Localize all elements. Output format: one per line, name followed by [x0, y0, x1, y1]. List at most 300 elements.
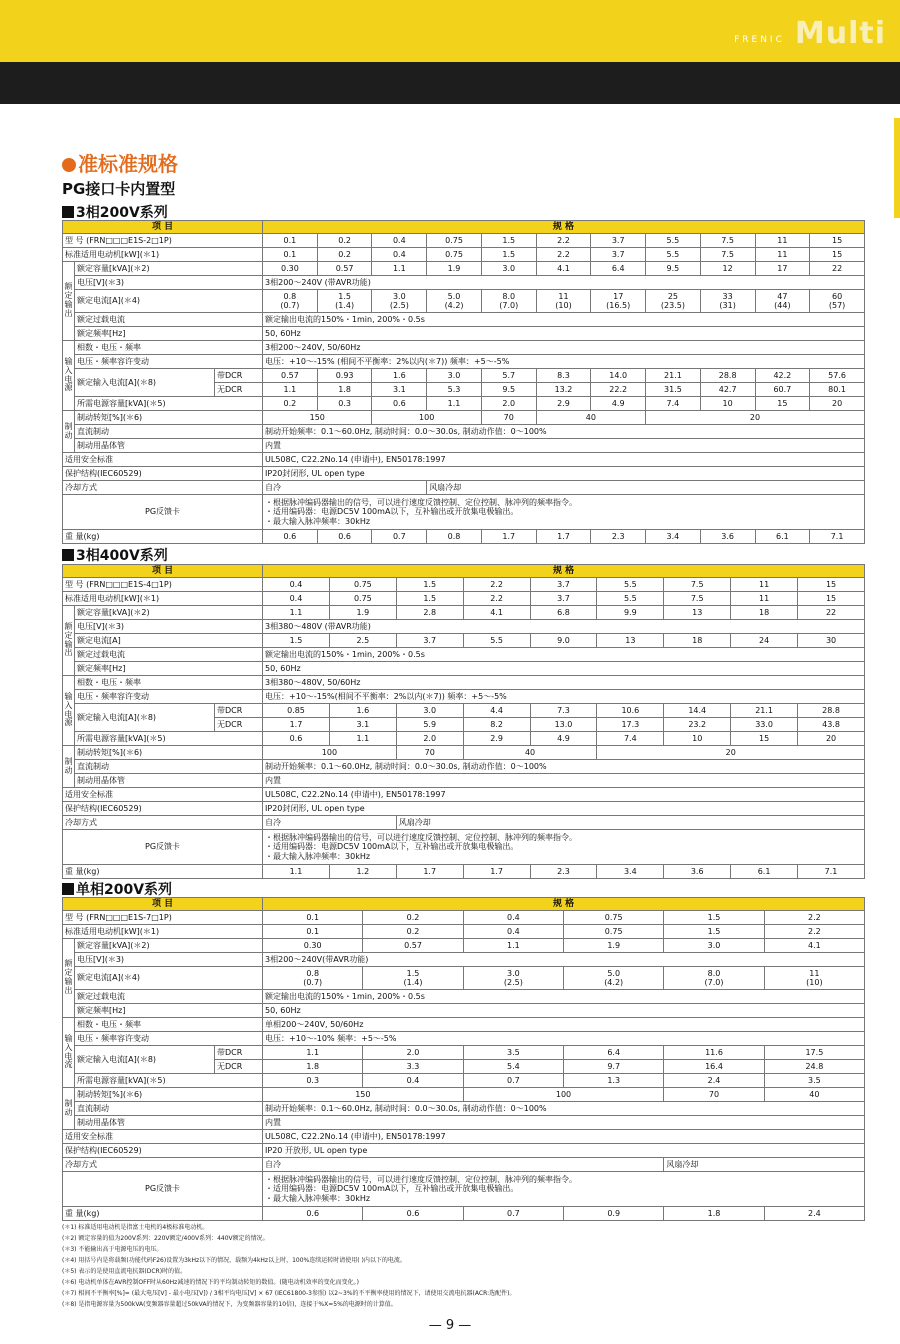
table-cell: 4.1: [764, 939, 864, 953]
group-label-input: 输 入 电 源: [63, 676, 75, 746]
table-cell: 电压・频率容许变动: [75, 1032, 263, 1046]
table-cell: 1.1: [427, 397, 482, 411]
table-cell: 3.7: [530, 592, 597, 606]
page-number: — 9 —: [428, 1318, 472, 1333]
table-cell: 11: [755, 234, 810, 248]
table-cell: 1.9: [329, 606, 396, 620]
table-cell: 70: [396, 746, 463, 760]
table-cell: 电压・频率容许变动: [75, 355, 263, 369]
table-cell: [646, 290, 701, 313]
table-row: [63, 746, 865, 760]
cell-value-alt: (0.7): [280, 301, 300, 310]
cell-value: 25: [667, 291, 679, 301]
table-cell: 3.4: [646, 530, 701, 544]
table-cell: 额定频率[Hz]: [75, 662, 263, 676]
table-cell: 13.2: [536, 383, 591, 397]
table-cell: 额定过载电流: [75, 313, 263, 327]
table-cell: 制动用晶体管: [75, 1116, 263, 1130]
pg-line: ・适用编码器：电源DC5V 100mA以下，互补输出或开放集电极输出。: [265, 1184, 519, 1194]
page-subtitle: PG接口卡内置型: [62, 180, 176, 198]
table-cell: 3相380～480V, 50/60Hz: [263, 676, 865, 690]
table-cell: 3.1: [372, 383, 427, 397]
table-row: [63, 1032, 865, 1046]
table-cell: [372, 290, 427, 313]
table-cell: 42.2: [755, 369, 810, 383]
table-cell: [263, 967, 363, 990]
group-label-output: 额 定 输 出: [63, 606, 75, 676]
cell-value-alt: (2.5): [503, 978, 523, 987]
table-cell: 制动转矩[%](＊6): [75, 411, 263, 425]
section-heading-text: 单相200V系列: [76, 882, 173, 898]
table-cell: 43.8: [798, 718, 865, 732]
table-cell: 50, 60Hz: [263, 1004, 865, 1018]
table-cell: 0.75: [329, 578, 396, 592]
cell-value-alt: (10): [806, 978, 823, 987]
table-cell: 2.9: [463, 732, 530, 746]
table-cell: 所需电源容量[kVA](＊5): [75, 397, 263, 411]
table-row: [63, 967, 865, 990]
table-cell: UL508C, C22.2No.14 (申请中), EN50178:1997: [263, 788, 865, 802]
table-cell: 0.4: [263, 578, 330, 592]
table-cell: 0.57: [263, 369, 318, 383]
table-cell: 制动开始频率：0.1～60.0Hz, 制动时间：0.0～30.0s, 制动动作值：0～100%: [263, 1102, 865, 1116]
table-cell: 0.2: [317, 234, 372, 248]
footnote: (＊5) 表示的是使用直流电抗器(DCR)时的值。: [62, 1268, 187, 1275]
table-cell: 相数・电压・频率: [75, 676, 263, 690]
table-row: [63, 732, 865, 746]
table-cell: IP20封闭形, UL open type: [263, 802, 865, 816]
table-cell: 3相200～240V (带AVR功能): [263, 276, 865, 290]
table-cell: 冷却方式: [63, 1158, 263, 1172]
table-row: [63, 1144, 865, 1158]
table-cell: 所需电源容量[kVA](＊5): [75, 1074, 263, 1088]
table-row: [63, 276, 865, 290]
table-cell: 0.75: [427, 248, 482, 262]
table-row: [63, 578, 865, 592]
table-row: [63, 425, 865, 439]
table-row: [63, 495, 865, 530]
table-cell: 0.57: [317, 262, 372, 276]
table-row: [63, 1018, 865, 1032]
table-cell: 0.8: [427, 530, 482, 544]
table-cell: 13: [664, 606, 731, 620]
table-cell: 规 格: [263, 221, 865, 234]
table-cell: 0.75: [564, 911, 664, 925]
table-row: [63, 1088, 865, 1102]
table-cell: 0.4: [372, 248, 427, 262]
table-cell: 7.5: [700, 234, 755, 248]
cell-value: 11: [558, 291, 569, 301]
table-cell: 150: [263, 1088, 464, 1102]
table-cell: 14.0: [591, 369, 646, 383]
section-heading-text: 3相200V系列: [76, 205, 168, 221]
footnote: (＊6) 电动机单体在AVR控制OFF时从60Hz减速的情况下的平均制动转矩的数值。(随电动机效率的变化而变化。): [62, 1279, 360, 1286]
table-cell: 4.9: [530, 732, 597, 746]
table-cell: 3.0: [664, 939, 764, 953]
table-row: [63, 411, 865, 425]
table-cell: 0.6: [263, 530, 318, 544]
table-row: [63, 788, 865, 802]
table-row: [63, 990, 865, 1004]
table-cell: 15: [798, 592, 865, 606]
table-cell: 额定电流[A]: [75, 634, 263, 648]
table-row: [63, 816, 865, 830]
table-cell: 0.4: [263, 592, 330, 606]
spec-table-1ph: [62, 897, 865, 1221]
table-cell: 3相380～480V (带AVR功能): [263, 620, 865, 634]
table-cell: 60.7: [755, 383, 810, 397]
table-cell: 0.7: [463, 1074, 563, 1088]
table-row: [63, 290, 865, 313]
table-cell: 标准适用电动机[kW](＊1): [63, 592, 263, 606]
table-cell: 3相200～240V, 50/60Hz: [263, 341, 865, 355]
table-row: [63, 865, 865, 879]
table-cell: 额定频率[Hz]: [75, 1004, 263, 1018]
table-row: [63, 313, 865, 327]
table-cell: 保护结构(IEC60529): [63, 467, 263, 481]
table-cell: 1.5: [664, 925, 764, 939]
table-row: [63, 397, 865, 411]
table-cell: 7.5: [700, 248, 755, 262]
table-cell: 12: [700, 262, 755, 276]
table-cell: 7.4: [597, 732, 664, 746]
table-cell: 保护结构(IEC60529): [63, 1144, 263, 1158]
table-cell: 项 目: [63, 221, 263, 234]
table-cell: 保护结构(IEC60529): [63, 802, 263, 816]
section-heading-text: 3相400V系列: [76, 548, 168, 564]
table-cell: UL508C, C22.2No.14 (申请中), EN50178:1997: [263, 453, 865, 467]
table-cell: [481, 290, 536, 313]
table-cell: 7.1: [798, 865, 865, 879]
page-title: [62, 148, 178, 177]
table-cell: 项 目: [63, 898, 263, 911]
cell-value-alt: (1.4): [403, 978, 423, 987]
table-row: [63, 248, 865, 262]
table-cell: 21.1: [646, 369, 701, 383]
table-cell: 1.5: [664, 911, 764, 925]
table-cell: 1.7: [396, 865, 463, 879]
table-cell: 2.0: [481, 397, 536, 411]
table-cell: 16.4: [664, 1060, 764, 1074]
table-cell: 15: [731, 732, 798, 746]
cell-value: 0.8: [283, 291, 297, 301]
table-cell: 20: [798, 732, 865, 746]
cell-value-alt: (31): [719, 301, 736, 310]
table-cell: 18: [664, 634, 731, 648]
table-cell: 型 号 (FRN□□□E1S-7□1P): [63, 911, 263, 925]
table-row: [63, 467, 865, 481]
table-cell: 22: [798, 606, 865, 620]
table-cell: 直流制动: [75, 1102, 263, 1116]
table-cell: 0.93: [317, 369, 372, 383]
header-dark-band: [0, 62, 900, 104]
table-cell: 额定容量[kVA](＊2): [75, 262, 263, 276]
table-row: [63, 620, 865, 634]
table-cell: 3.5: [463, 1046, 563, 1060]
table-cell: 1.1: [263, 383, 318, 397]
table-cell: [755, 290, 810, 313]
table-cell: 3.6: [664, 865, 731, 879]
table-cell: [536, 290, 591, 313]
table-cell: 3.0: [427, 369, 482, 383]
table-cell: 规 格: [263, 898, 865, 911]
table-cell: 额定过载电流: [75, 648, 263, 662]
table-cell: 15: [810, 234, 865, 248]
table-cell: 3.7: [591, 234, 646, 248]
table-row: [63, 1046, 865, 1060]
table-cell: 4.1: [536, 262, 591, 276]
table-cell: 3相200～240V(带AVR功能): [263, 953, 865, 967]
table-cell: 风扇冷却: [396, 816, 864, 830]
table-row: [63, 341, 865, 355]
table-cell: 型 号 (FRN□□□E1S-2□1P): [63, 234, 263, 248]
table-cell: 制动开始频率：0.1～60.0Hz, 制动时间：0.0～30.0s, 制动动作值：0～100%: [263, 425, 865, 439]
table-cell: 制动用晶体管: [75, 439, 263, 453]
table-cell: 电压[V](＊3): [75, 276, 263, 290]
table-cell: 20: [597, 746, 865, 760]
table-cell: 0.2: [317, 248, 372, 262]
table-cell: 15: [798, 578, 865, 592]
cell-value: 11: [809, 968, 820, 978]
pg-description: [263, 495, 865, 530]
table-cell: 15: [810, 248, 865, 262]
table-cell: 40: [764, 1088, 864, 1102]
table-cell: 9.9: [597, 606, 664, 620]
pg-line: ・最大输入脉冲频率：30kHz: [265, 851, 371, 861]
table-cell: 7.5: [664, 578, 731, 592]
table-cell: 70: [664, 1088, 764, 1102]
section-heading-200v: [62, 202, 168, 222]
table-cell: 17.5: [764, 1046, 864, 1060]
table-row: [63, 221, 865, 234]
table-cell: 额定频率[Hz]: [75, 327, 263, 341]
table-cell: 0.30: [263, 939, 363, 953]
page-edge-tab: [894, 118, 900, 218]
table-row: [63, 1074, 865, 1088]
table-cell: 项 目: [63, 565, 263, 578]
table-cell: 0.6: [263, 732, 330, 746]
table-cell: 17: [755, 262, 810, 276]
table-cell: 1.6: [329, 704, 396, 718]
table-cell: 1.9: [564, 939, 664, 953]
table-cell: 7.5: [664, 592, 731, 606]
table-cell: 3.7: [591, 248, 646, 262]
table-row: [63, 911, 865, 925]
group-label-output: 额 定 输 出: [63, 939, 75, 1018]
spec-table-400v: [62, 564, 865, 879]
table-cell: 9.5: [481, 383, 536, 397]
table-cell: [263, 290, 318, 313]
table-cell: 额定输入电流[A](＊8): [75, 1046, 215, 1074]
spec-table-200v: [62, 220, 865, 544]
table-cell: 8.2: [463, 718, 530, 732]
table-cell: 1.7: [536, 530, 591, 544]
table-row: [63, 760, 865, 774]
table-cell: 11: [755, 248, 810, 262]
table-cell: 重 量(kg): [63, 530, 263, 544]
table-row: [63, 774, 865, 788]
cell-value: 3.0: [506, 968, 520, 978]
table-cell: 1.7: [463, 865, 530, 879]
table-cell: 1.5: [263, 634, 330, 648]
table-cell: 20: [646, 411, 865, 425]
table-cell: 3.4: [597, 865, 664, 879]
table-cell: 70: [481, 411, 536, 425]
table-cell: 0.4: [463, 925, 563, 939]
table-cell: 2.0: [363, 1046, 463, 1060]
table-cell: 22: [810, 262, 865, 276]
section-heading-400v: [62, 545, 168, 565]
table-row: [63, 662, 865, 676]
pg-description: [263, 830, 865, 865]
table-cell: 冷却方式: [63, 481, 263, 495]
table-cell: 无DCR: [215, 718, 263, 732]
cell-value: 1.5: [406, 968, 420, 978]
table-cell: 重 量(kg): [63, 1207, 263, 1221]
table-cell: 30: [798, 634, 865, 648]
table-cell: 1.6: [372, 369, 427, 383]
table-cell: 0.75: [329, 592, 396, 606]
table-cell: 22.2: [591, 383, 646, 397]
table-cell: 5.3: [427, 383, 482, 397]
table-cell: [591, 290, 646, 313]
cell-value-alt: (1.4): [335, 301, 355, 310]
table-row: [63, 234, 865, 248]
table-cell: 自冷: [263, 816, 397, 830]
table-cell: IP20 开放形, UL open type: [263, 1144, 865, 1158]
table-cell: 制动开始频率：0.1～60.0Hz, 制动时间：0.0～30.0s, 制动动作值：0～100%: [263, 760, 865, 774]
table-cell: 31.5: [646, 383, 701, 397]
table-cell: 1.5: [481, 248, 536, 262]
table-cell: 风扇冷却: [664, 1158, 865, 1172]
table-cell: 1.5: [396, 578, 463, 592]
cell-value-alt: (7.0): [499, 301, 519, 310]
table-cell: [317, 290, 372, 313]
table-cell: 17.3: [597, 718, 664, 732]
table-row: [63, 939, 865, 953]
table-cell: 0.6: [263, 1207, 363, 1221]
table-cell: 24: [731, 634, 798, 648]
table-row: [63, 925, 865, 939]
table-cell: 14.4: [664, 704, 731, 718]
table-cell: 自冷: [263, 1158, 664, 1172]
table-cell: 1.5: [396, 592, 463, 606]
table-cell: 1.8: [263, 1060, 363, 1074]
table-cell: 2.2: [536, 234, 591, 248]
table-cell: 150: [263, 411, 372, 425]
table-row: [63, 953, 865, 967]
table-cell: 3.7: [396, 634, 463, 648]
group-label-input: 输 入 电 源: [63, 341, 75, 411]
table-cell: 0.3: [263, 1074, 363, 1088]
table-cell: 10.6: [597, 704, 664, 718]
table-cell: 3.3: [363, 1060, 463, 1074]
cell-value: 47: [777, 291, 788, 301]
table-cell: 7.1: [810, 530, 865, 544]
table-cell: 0.1: [263, 911, 363, 925]
table-cell: [664, 967, 764, 990]
square-bullet-icon: [62, 549, 74, 561]
table-cell: 0.1: [263, 925, 363, 939]
table-cell: 0.6: [363, 1207, 463, 1221]
cell-value: 3.0: [392, 291, 406, 301]
table-cell: [700, 290, 755, 313]
cell-value: 5.0: [447, 291, 461, 301]
table-cell: 10: [700, 397, 755, 411]
footnote: (＊1) 标准适用电动机是指富士电机的4极标准电动机。: [62, 1224, 209, 1231]
group-label-input: 输 入 电 流: [63, 1018, 75, 1088]
table-row: [63, 676, 865, 690]
cell-value-alt: (2.5): [389, 301, 409, 310]
table-cell: 型 号 (FRN□□□E1S-4□1P): [63, 578, 263, 592]
table-row: [63, 565, 865, 578]
table-cell: 0.4: [363, 1074, 463, 1088]
cell-value: 8.0: [707, 968, 721, 978]
table-cell: 2.3: [530, 865, 597, 879]
table-cell: 额定电流[A](＊4): [75, 967, 263, 990]
table-cell: PG反馈卡: [63, 495, 263, 530]
table-cell: 重 量(kg): [63, 865, 263, 879]
square-bullet-icon: [62, 206, 74, 218]
table-cell: 7.3: [530, 704, 597, 718]
cell-value: 33: [722, 291, 733, 301]
table-cell: 风扇冷却: [427, 481, 865, 495]
table-cell: 无DCR: [215, 383, 263, 397]
table-cell: 4.9: [591, 397, 646, 411]
table-cell: 3.5: [764, 1074, 864, 1088]
table-row: [63, 1207, 865, 1221]
table-cell: 额定输出电流的150%・1min, 200%・0.5s: [263, 990, 865, 1004]
table-cell: 所需电源容量[kVA](＊5): [75, 732, 263, 746]
table-cell: 2.8: [396, 606, 463, 620]
table-row: [63, 802, 865, 816]
cell-value-alt: (4.2): [444, 301, 464, 310]
table-cell: 额定容量[kVA](＊2): [75, 939, 263, 953]
cell-value: 5.0: [607, 968, 621, 978]
table-cell: 11.6: [664, 1046, 764, 1060]
table-cell: 带DCR: [215, 369, 263, 383]
table-cell: 电压・频率容许变动: [75, 690, 263, 704]
table-cell: 5.5: [597, 578, 664, 592]
table-row: [63, 453, 865, 467]
table-cell: 5.5: [597, 592, 664, 606]
table-cell: 带DCR: [215, 704, 263, 718]
table-cell: 0.30: [263, 262, 318, 276]
table-cell: 42.7: [700, 383, 755, 397]
table-row: [63, 530, 865, 544]
table-cell: 0.6: [317, 530, 372, 544]
table-cell: 28.8: [798, 704, 865, 718]
table-cell: 适用安全标准: [63, 788, 263, 802]
table-cell: 3.1: [329, 718, 396, 732]
table-cell: 18: [731, 606, 798, 620]
pg-line: ・最大输入脉冲频率：30kHz: [265, 1193, 371, 1203]
table-cell: 5.5: [646, 234, 701, 248]
table-cell: 6.4: [564, 1046, 664, 1060]
table-cell: 100: [372, 411, 481, 425]
table-cell: 规 格: [263, 565, 865, 578]
table-row: [63, 1004, 865, 1018]
table-cell: 内置: [263, 1116, 865, 1130]
table-cell: 2.2: [536, 248, 591, 262]
table-cell: 5.4: [463, 1060, 563, 1074]
table-cell: 相数・电压・频率: [75, 1018, 263, 1032]
table-cell: 电压[V](＊3): [75, 620, 263, 634]
cell-value: 1.5: [338, 291, 351, 301]
table-cell: 2.2: [764, 925, 864, 939]
table-cell: 5.7: [481, 369, 536, 383]
table-row: [63, 704, 865, 718]
